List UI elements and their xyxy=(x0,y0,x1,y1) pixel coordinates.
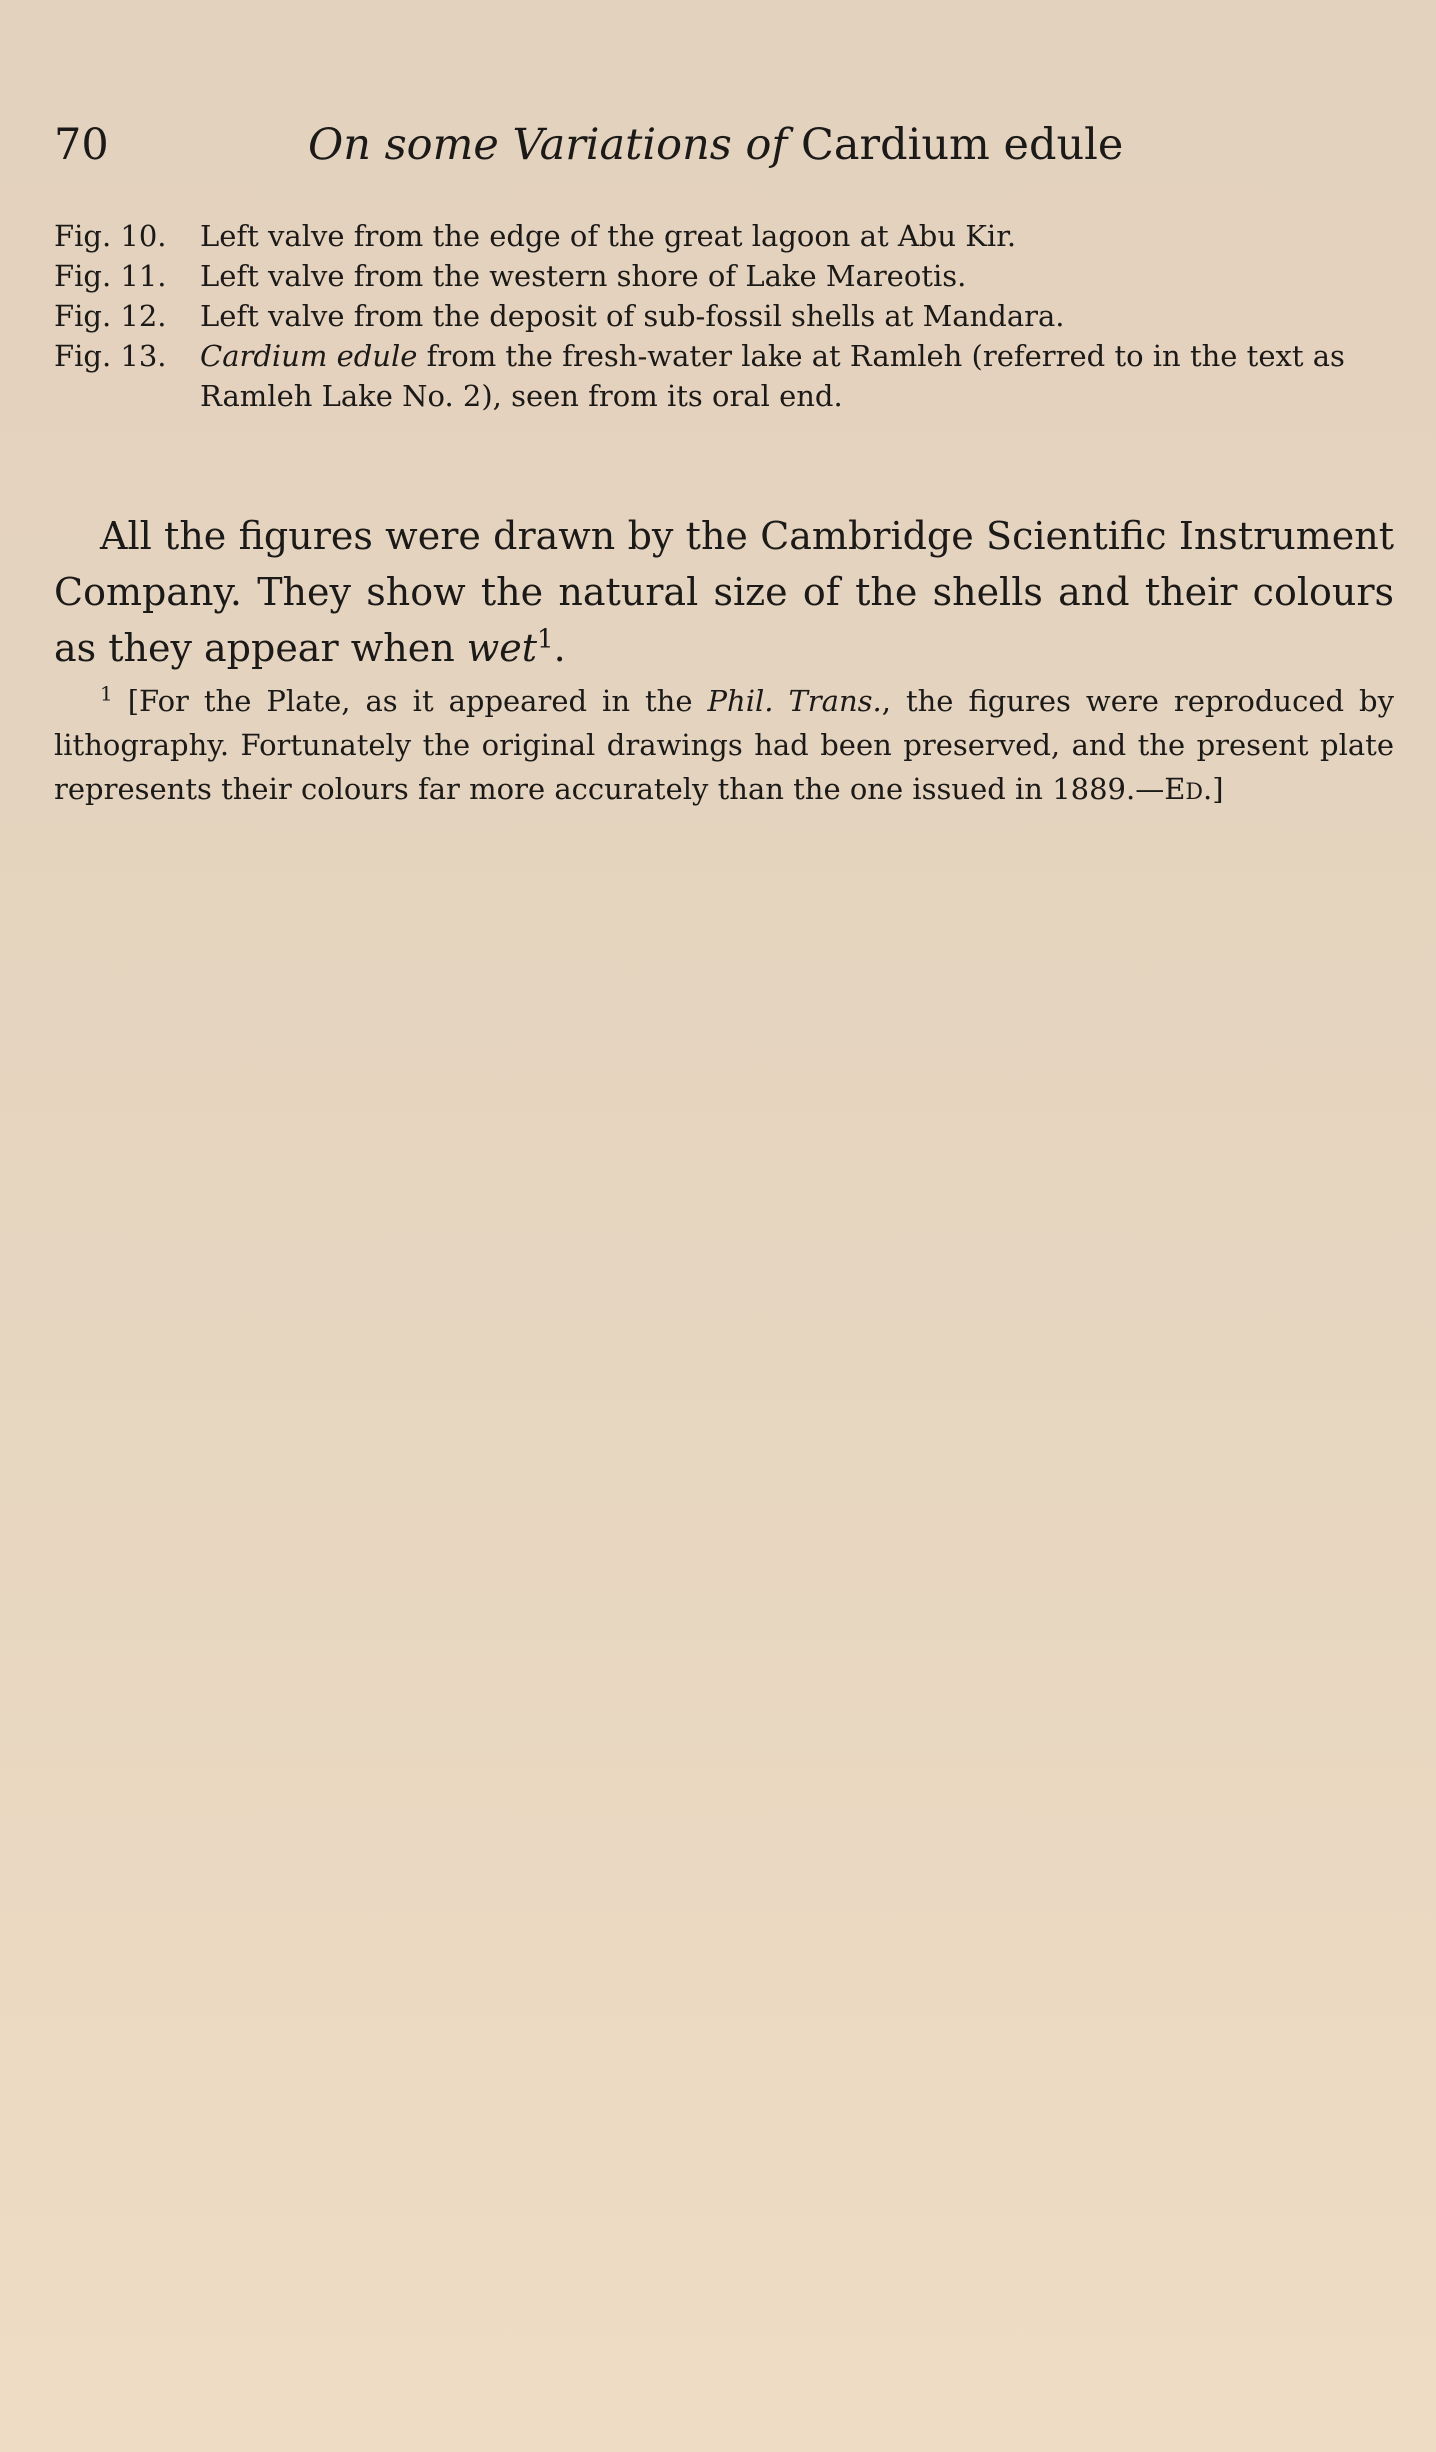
footnote-text-3: .] xyxy=(1203,772,1224,806)
figure-caption xyxy=(54,296,1394,336)
figure-text: Left valve from the western shore of Lake Mareotis. xyxy=(200,259,967,293)
body-end: . xyxy=(553,626,566,670)
figure-text: Left valve from the deposit of sub-fossil shells at Mandara. xyxy=(200,299,1065,333)
page-header xyxy=(54,118,1394,188)
footnote-reference[interactable]: 1 xyxy=(537,624,554,655)
body-paragraph xyxy=(54,508,1394,676)
figure-label: Fig. 10. xyxy=(54,219,167,253)
species-name: Cardium edule xyxy=(200,339,418,373)
footnote-small-caps: D xyxy=(1185,780,1204,805)
footnote-text-2: , the figures were reproduced by lithography. Fortunately the original drawings had been preserved, and the present plate represents their colours far more accurately than the one issued in 1889.—E xyxy=(54,684,1395,806)
body-italic-word: wet xyxy=(466,626,538,670)
footnote-journal: Phil. Trans. xyxy=(707,684,882,718)
figure-label: Fig. 11. xyxy=(54,259,167,293)
figure-caption xyxy=(54,256,1394,296)
figure-label: Fig. 12. xyxy=(54,299,167,333)
footnote-text-1: [For the Plate, as it appeared in the xyxy=(112,684,708,718)
figure-text-rest: from the fresh-water lake at Ramleh (referred to in the text as Ramleh Lake No. 2), seen from its oral end. xyxy=(200,339,1345,413)
footnote-marker: 1 xyxy=(100,681,113,706)
figure-caption xyxy=(54,336,1394,416)
figure-text xyxy=(200,336,1394,416)
figure-caption xyxy=(54,216,1394,256)
running-title-roman: Cardium edule xyxy=(800,120,1124,170)
figure-captions xyxy=(54,216,1394,416)
footnote xyxy=(54,679,1394,815)
figure-text: Left valve from the edge of the great lagoon at Abu Kir. xyxy=(200,219,1017,253)
running-title-italic: On some Variations of xyxy=(308,120,788,170)
body-text: All the figures were drawn by the Cambridge Scientific Instrument Company. They show the natural size of the shells and their colours as they appear when xyxy=(54,514,1394,670)
figure-label: Fig. 13. xyxy=(54,339,167,373)
page-number: 70 xyxy=(54,120,109,170)
running-title xyxy=(308,120,1124,170)
